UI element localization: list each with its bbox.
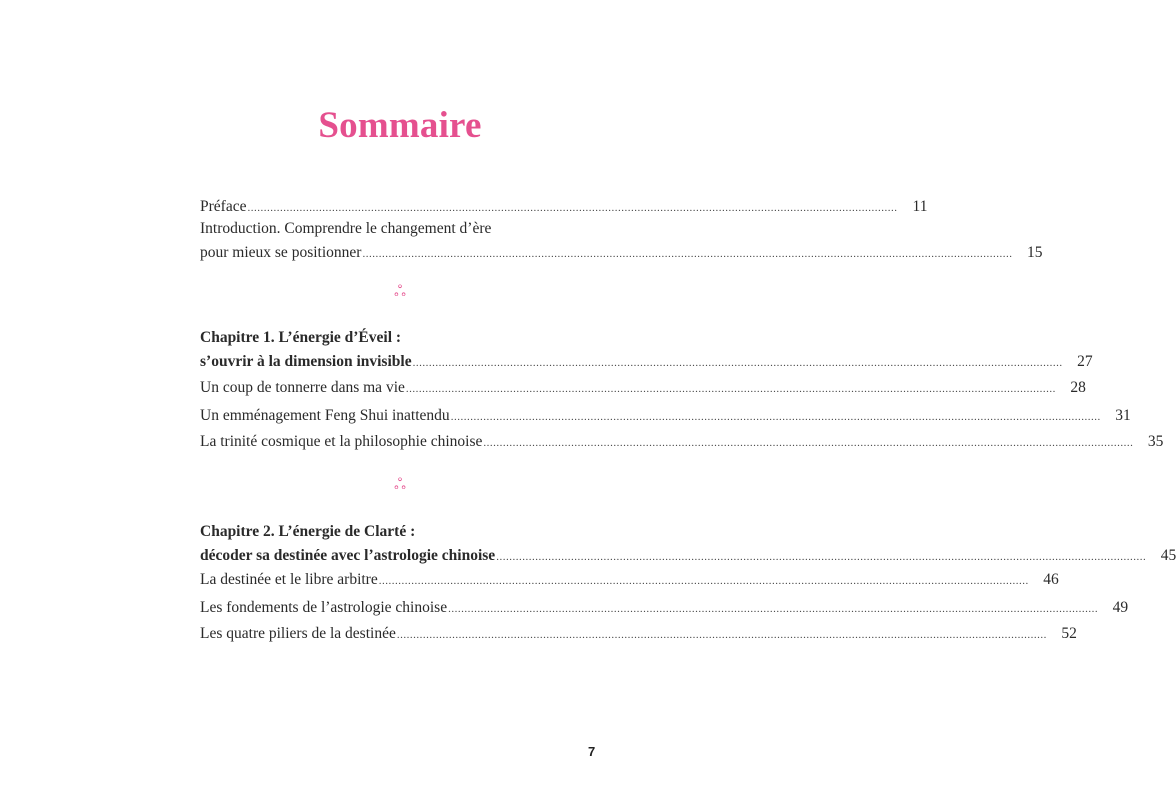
toc-entry-label: Les quatre piliers de la destinée [200,625,396,642]
toc-entry-label: Un coup de tonnerre dans ma vie [200,379,405,396]
toc-entry-coup-de-tonnerre[interactable] [200,377,1086,400]
toc-page-number: 35 [1147,433,1164,450]
toc-entry-label: Préface [200,198,247,215]
leader-dots: ........................................................................................................................................................................................................ [396,629,1047,641]
toc-entry-quatre-piliers[interactable] [200,623,1077,646]
toc-entry-destinee-libre-arbitre[interactable] [200,569,1059,592]
toc-entry-label-line1: Introduction. Comprendre le changement d’ère [200,220,492,237]
toc-entry-label-line2: décoder sa destinée avec l’astrologie chinoise [200,547,496,564]
toc-page-number: 45 [1160,547,1176,564]
toc-entry-label-line2: s’ouvrir à la dimension invisible [200,353,412,370]
page-number: 7 [588,744,596,759]
leader-dots: ........................................................................................................................................................................................................ [448,603,1099,615]
toc-entry-introduction[interactable] [200,218,1043,265]
page-title: Sommaire [318,105,482,146]
toc-entry-label: Les fondements de l’astrologie chinoise [200,599,448,616]
toc-entry-fondements[interactable] [200,597,1129,620]
toc-page-number: 15 [1026,244,1043,261]
toc-entry-label: Un emménagement Feng Shui inattendu [200,407,450,424]
toc-page-number: 46 [1043,571,1059,588]
leader-dots: ........................................................................................................................................................................................................ [496,551,1147,563]
leader-dots: ........................................................................................................................................................................................................ [362,248,1013,260]
leader-dots: ........................................................................................................................................................................................................ [247,202,898,214]
toc-page-number: 31 [1115,407,1131,424]
leader-dots: ........................................................................................................................................................................................................ [405,383,1056,395]
toc-page-number: 49 [1112,599,1129,616]
toc-entry-chapter-1[interactable] [200,327,1093,374]
section-ornament-icon: ஃ [394,284,406,300]
toc-page-number: 11 [912,198,928,215]
leader-dots: ........................................................................................................................................................................................................ [378,575,1029,587]
leader-dots: ........................................................................................................................................................................................................ [412,357,1063,369]
toc-page-number: 28 [1070,379,1086,396]
leader-dots: ........................................................................................................................................................................................................ [450,411,1101,423]
toc-entry-label: La trinité cosmique et la philosophie chinoise [200,433,483,450]
section-ornament-icon: ஃ [394,477,406,493]
toc-page-number: 27 [1077,353,1093,370]
toc-entry-label-line1: Chapitre 1. L’énergie d’Éveil : [200,329,402,346]
toc-entry-chapter-2[interactable] [200,521,1176,568]
toc-entry-preface[interactable] [200,196,928,219]
toc-entry-trinite[interactable] [200,431,1164,454]
toc-entry-label: La destinée et le libre arbitre [200,571,378,588]
toc-page-number: 52 [1061,625,1077,642]
leader-dots: ........................................................................................................................................................................................................ [483,437,1134,449]
toc-entry-emmenagement[interactable] [200,405,1131,428]
toc-entry-label-line1: Chapitre 2. L’énergie de Clarté : [200,523,416,540]
toc-entry-label-line2: pour mieux se positionner [200,244,362,261]
